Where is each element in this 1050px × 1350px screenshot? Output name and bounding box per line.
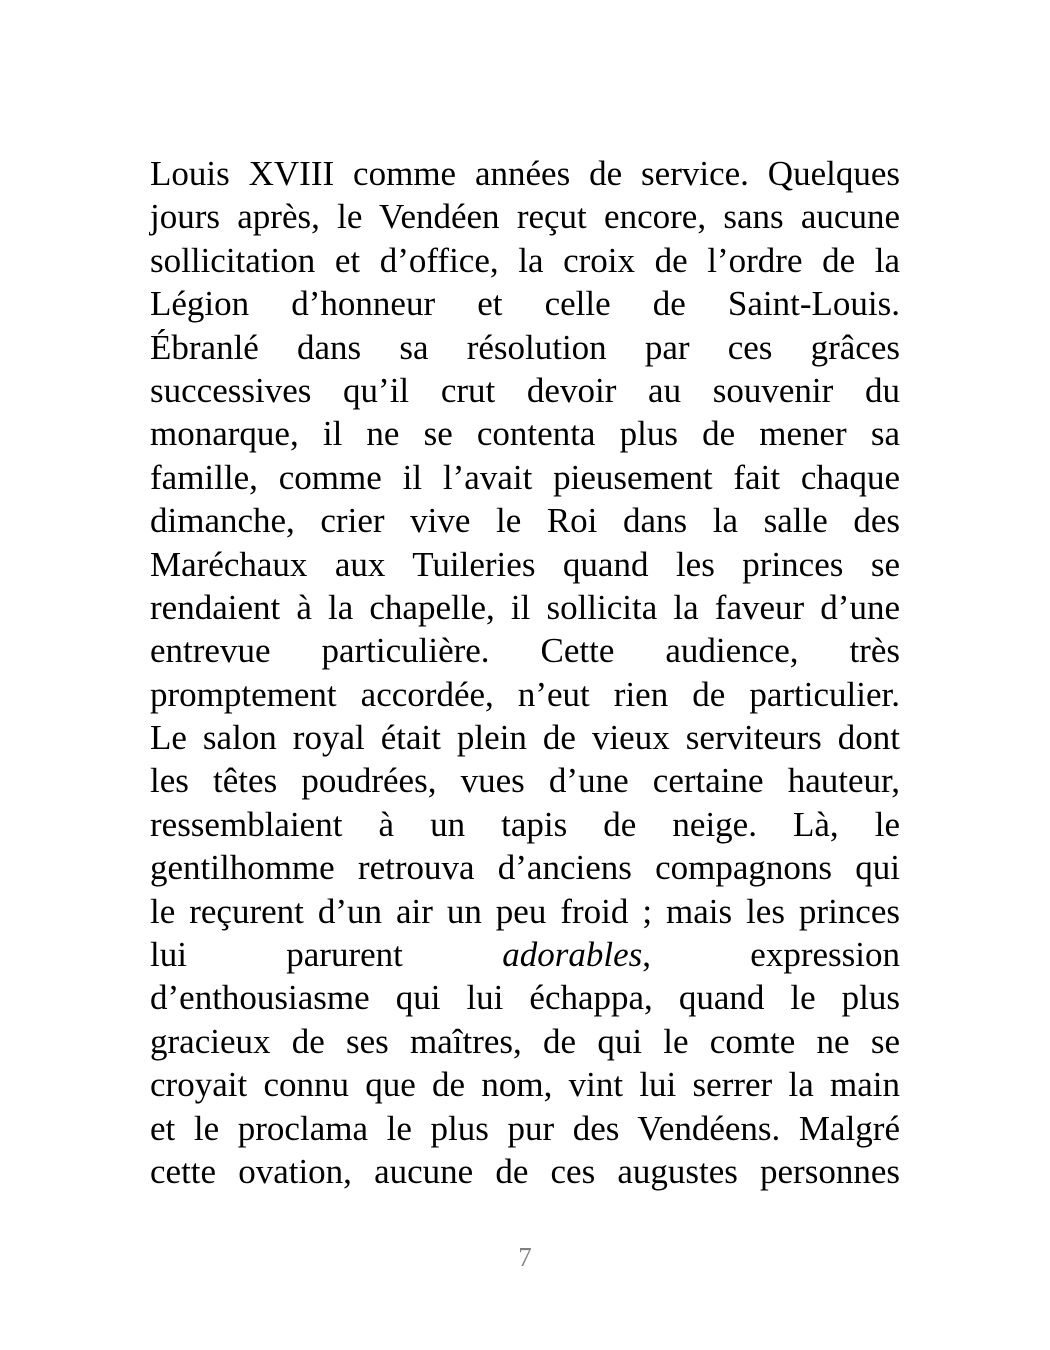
text-line-23: et le proclama le plus pur des Vendéens. Malgré (150, 1108, 900, 1148)
body-text (150, 152, 900, 1193)
text-line-4: Légion d’honneur et celle de Saint-Louis. (150, 284, 900, 324)
text-line-6: successives qu’il crut devoir au souvenir du (150, 370, 900, 410)
text-line-16: ressemblaient à un tapis de neige. Là, le (150, 804, 900, 844)
text-line-9: dimanche, crier vive le Roi dans la salle des (150, 501, 900, 541)
text-line-22: croyait connu que de nom, vint lui serrer la main (150, 1065, 900, 1105)
text-line-19-end: , expression (642, 935, 900, 975)
text-line-10: Maréchaux aux Tuileries quand les princes se (150, 544, 900, 584)
text-line-19-start: lui parurent (150, 935, 403, 975)
text-line-14: Le salon royal était plein de vieux serviteurs dont (150, 718, 900, 758)
italic-word: adorables (502, 935, 643, 975)
text-line-7: monarque, il ne se contenta plus de mener sa (150, 414, 900, 454)
text-line-5: Ébranlé dans sa résolution par ces grâces (150, 327, 900, 367)
text-line-12: entrevue particulière. Cette audience, très (150, 631, 900, 671)
page-number: 7 (518, 1242, 532, 1272)
text-line-11: rendaient à la chapelle, il sollicita la faveur d’une (150, 587, 900, 627)
text-line-20: d’enthousiasme qui lui échappa, quand le plus (150, 978, 900, 1018)
text-line-21: gracieux de ses maîtres, de qui le comte ne se (150, 1021, 900, 1061)
text-line-18: le reçurent d’un air un peu froid ; mais les princes (150, 891, 900, 931)
text-line-19 (150, 933, 900, 976)
text-line-24: cette ovation, aucune de ces augustes personnes (150, 1151, 900, 1191)
text-line-8: famille, comme il l’avait pieusement fait chaque (150, 457, 900, 497)
text-line-3: sollicitation et d’office, la croix de l’ordre de la (150, 240, 900, 280)
text-line-15: les têtes poudrées, vues d’une certaine hauteur, (150, 761, 900, 801)
text-line-1: Louis XVIII comme années de service. Quelques (150, 154, 900, 193)
text-line-13: promptement accordée, n’eut rien de particulier. (150, 674, 900, 714)
text-line-2: jours après, le Vendéen reçut encore, sans aucune (150, 197, 900, 237)
text-line-17: gentilhomme retrouva d’anciens compagnons qui (150, 848, 900, 888)
